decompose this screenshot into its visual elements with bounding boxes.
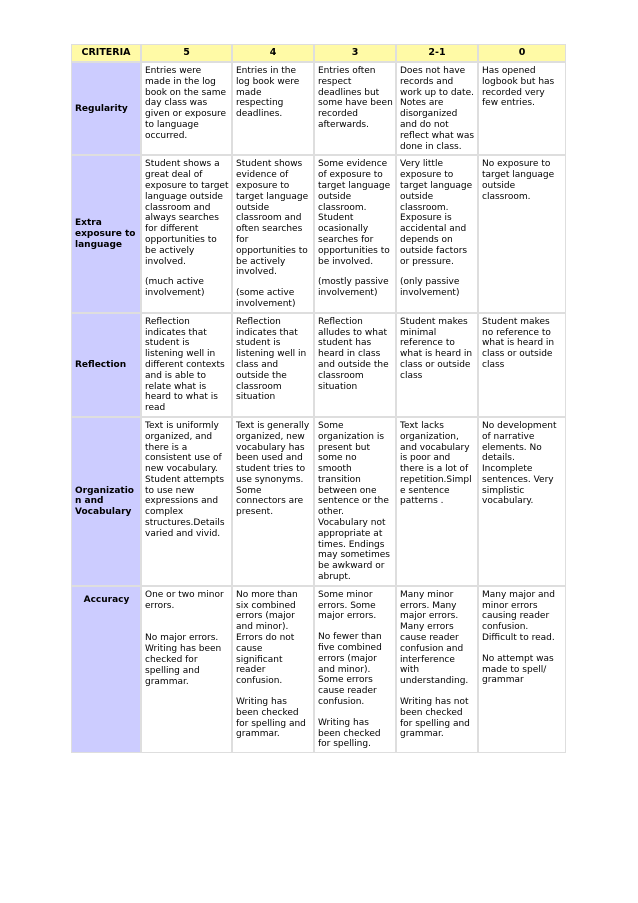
- criterion-organization: Organization and Vocabulary: [71, 417, 141, 586]
- row-extra-exposure: [71, 155, 566, 312]
- criterion-reflection: Reflection: [71, 313, 141, 417]
- cell-exposure-3: [314, 155, 396, 312]
- cell-text: No fewer than five combined errors (major and minor). Some errors cause reader confusion.: [318, 632, 382, 708]
- cell-accuracy-3: [314, 586, 396, 753]
- cell-exposure-2-1: [396, 155, 478, 312]
- cell-exposure-0: [478, 155, 566, 312]
- cell-accuracy-0: [478, 586, 566, 753]
- cell-text: One or two minor errors.: [145, 589, 224, 611]
- cell-text: Writing has not been checked for spelling and grammar.: [400, 697, 470, 740]
- cell-reflection-3: Reflection alludes to what student has heard in class and outside the classroom situation: [314, 313, 396, 417]
- cell-regularity-3: Entries often respect deadlines but some have been recorded afterwards.: [314, 62, 396, 155]
- header-score-0: 0: [478, 44, 566, 62]
- cell-exposure-4: [232, 155, 314, 312]
- cell-regularity-2-1: Does not have records and work up to date. Notes are disorganized and do not reflect what was done in class.: [396, 62, 478, 155]
- cell-text: Many minor errors. Many major errors. Many errors cause reader confusion and interference with understanding.: [400, 589, 469, 687]
- criterion-accuracy: Accuracy: [71, 586, 141, 753]
- cell-text: No attempt was made to spell/ grammar: [482, 653, 554, 686]
- header-score-3: 3: [314, 44, 396, 62]
- cell-organization-5: Text is uniformly organized, and there is a consistent use of new vocabulary. Student attempts to use new expressions and complex structures.Details varied and vivid.: [141, 417, 232, 586]
- header-score-4: 4: [232, 44, 314, 62]
- cell-text: Student shows evidence of exposure to target language outside classroom and often searches for opportunities to be actively involved.: [236, 159, 309, 278]
- cell-organization-2-1: Text lacks organization, and vocabulary is poor and there is a lot of repetition.Simple sentence patterns .: [396, 417, 478, 586]
- row-reflection: [71, 313, 566, 417]
- header-score-2-1: 2-1: [396, 44, 478, 62]
- row-accuracy: [71, 586, 566, 753]
- criterion-extra-exposure: Extra exposure to language: [71, 155, 141, 312]
- cell-text: Many major and minor errors causing reader confusion. Difficult to read.: [482, 589, 555, 644]
- rubric-table: [71, 44, 566, 753]
- cell-text: No exposure to target language outside classroom.: [482, 159, 555, 202]
- cell-text: Some minor errors. Some major errors.: [318, 589, 377, 622]
- involvement-note: (mostly passive involvement): [318, 277, 389, 299]
- cell-text: No major errors. Writing has been checked for spelling and grammar.: [145, 633, 222, 687]
- row-organization: [71, 417, 566, 586]
- header-row: [71, 44, 566, 62]
- cell-regularity-0: Has opened logbook but has recorded very few entries.: [478, 62, 566, 155]
- cell-reflection-2-1: Student makes minimal reference to what is heard in class or outside class: [396, 313, 478, 417]
- cell-organization-4: Text is generally organized, new vocabulary has been used and student tries to use synonyms. Some connectors are present.: [232, 417, 314, 586]
- involvement-note: (only passive involvement): [400, 277, 460, 299]
- criterion-regularity: Regularity: [71, 62, 141, 155]
- cell-text: No more than six combined errors (major and minor). Errors do not cause significant reader confusion.: [236, 589, 298, 687]
- cell-accuracy-2-1: [396, 586, 478, 753]
- row-regularity: [71, 62, 566, 155]
- cell-reflection-0: Student makes no reference to what is heard in class or outside class: [478, 313, 566, 417]
- cell-reflection-5: Reflection indicates that student is listening well in different contexts and is able to relate what is heard to what is read: [141, 313, 232, 417]
- cell-text: Writing has been checked for spelling and grammar.: [236, 697, 306, 740]
- header-criteria: CRITERIA: [71, 44, 141, 62]
- cell-text: Some evidence of exposure to target language outside classroom. Student ocasionally searches for opportunities to be involved.: [318, 159, 391, 267]
- header-score-5: 5: [141, 44, 232, 62]
- cell-organization-3: Some organization is present but some no smooth transition between one sentence or the other. Vocabulary not appropriate at times. Endings may sometimes be awkward or abrupt.: [314, 417, 396, 586]
- cell-text: Very little exposure to target language outside classroom. Exposure is accidental and depends on outside factors or pressure.: [400, 159, 473, 267]
- cell-regularity-4: Entries in the log book were made respecting deadlines.: [232, 62, 314, 155]
- cell-organization-0: No development of narrative elements. No details. Incomplete sentences. Very simplistic vocabulary.: [478, 417, 566, 586]
- cell-accuracy-5: [141, 586, 232, 753]
- cell-accuracy-4: [232, 586, 314, 753]
- cell-regularity-5: Entries were made in the log book on the same day class was given or exposure to language occurred.: [141, 62, 232, 155]
- cell-exposure-5: [141, 155, 232, 312]
- involvement-note: (much active involvement): [145, 277, 205, 299]
- involvement-note: (some active involvement): [236, 288, 296, 309]
- cell-text: Writing has been checked for spelling.: [318, 717, 381, 750]
- cell-reflection-4: Reflection indicates that student is listening well in class and outside the classroom situation: [232, 313, 314, 417]
- cell-text: Student shows a great deal of exposure to target language outside classroom and always searches for different opportunities to be actively involved.: [145, 159, 229, 267]
